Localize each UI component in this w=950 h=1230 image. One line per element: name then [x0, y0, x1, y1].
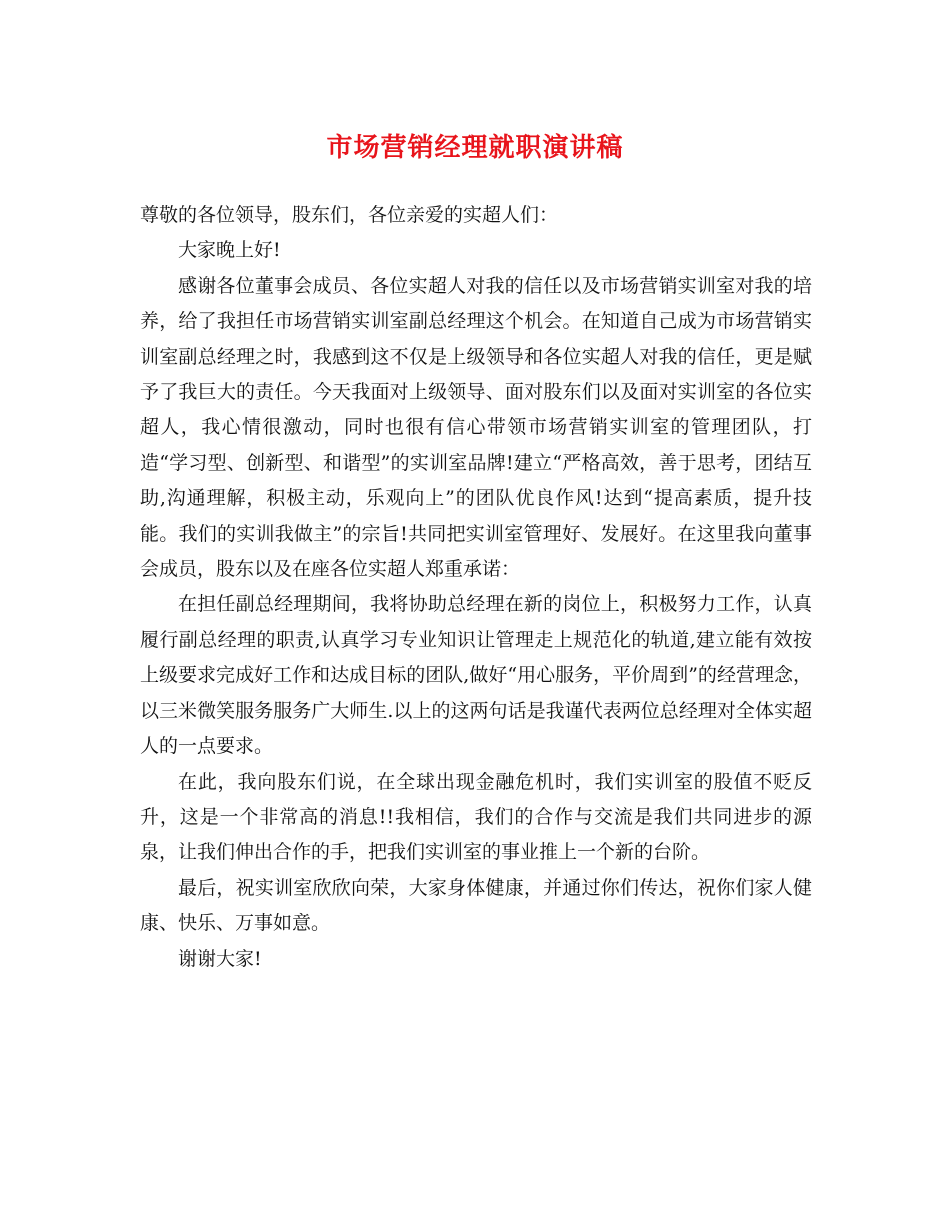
salutation: 尊敬的各位领导，股东们，各位亲爱的实超人们：	[140, 204, 559, 226]
paragraph-commitment: 在担任副总经理期间，我将协助总经理在新的岗位上，积极努力工作，认真履行副总经理的职责,认真学习专业知识让管理走上规范化的轨道,建立能有效按上级要求完成好工作和达成目标的团队,做好“用心服务，平价周到”的经营理念，以三米微笑服务服务广大师生.以上的这两句话是我谨代表两位总经理对全体实超人的一点要求。	[140, 593, 812, 758]
paragraph-thank-you: 谢谢大家!	[178, 947, 262, 970]
paragraph-thanks: 感谢各位董事会成员、各位实超人对我的信任以及市场营销实训室对我的培养，给了我担任市场营销实训室副总经理这个机会。在知道自己成为市场营销实训室副总经理之时，我感到这不仅是上级领导和各位实超人对我的信任，更是赋予了我巨大的责任。今天我面对上级领导、面对股东们以及面对实训室的各位实超人，我心情很激动，同时也很有信心带领市场营销实训室的管理团队，打造“学习型、创新型、和谐型”的实训室品牌!建立“严格高效，善于思考，团结互助,沟通理解，积极主动，乐观向上”的团队优良作风!达到“提高素质，提升技能。我们的实训我做主”的宗旨!共同把实训室管理好、发展好。在这里我向董事会成员，股东以及在座各位实超人郑重承诺：	[140, 274, 812, 581]
paragraph-closing-wishes: 最后，祝实训室欣欣向荣，大家身体健康，并通过你们传达，祝你们家人健康、快乐、万事如意。	[140, 876, 812, 935]
document-title: 市场营销经理就职演讲稿	[326, 133, 624, 163]
document-body	[140, 198, 812, 977]
paragraph-shareholders: 在此，我向股东们说，在全球出现金融危机时，我们实训室的股值不贬反升，这是一个非常高的消息!!我相信，我们的合作与交流是我们共同进步的源泉，让我们伸出合作的手，把我们实训室的事业推上一个新的台阶。	[140, 770, 812, 864]
paragraph-greeting: 大家晚上好!	[178, 239, 281, 262]
